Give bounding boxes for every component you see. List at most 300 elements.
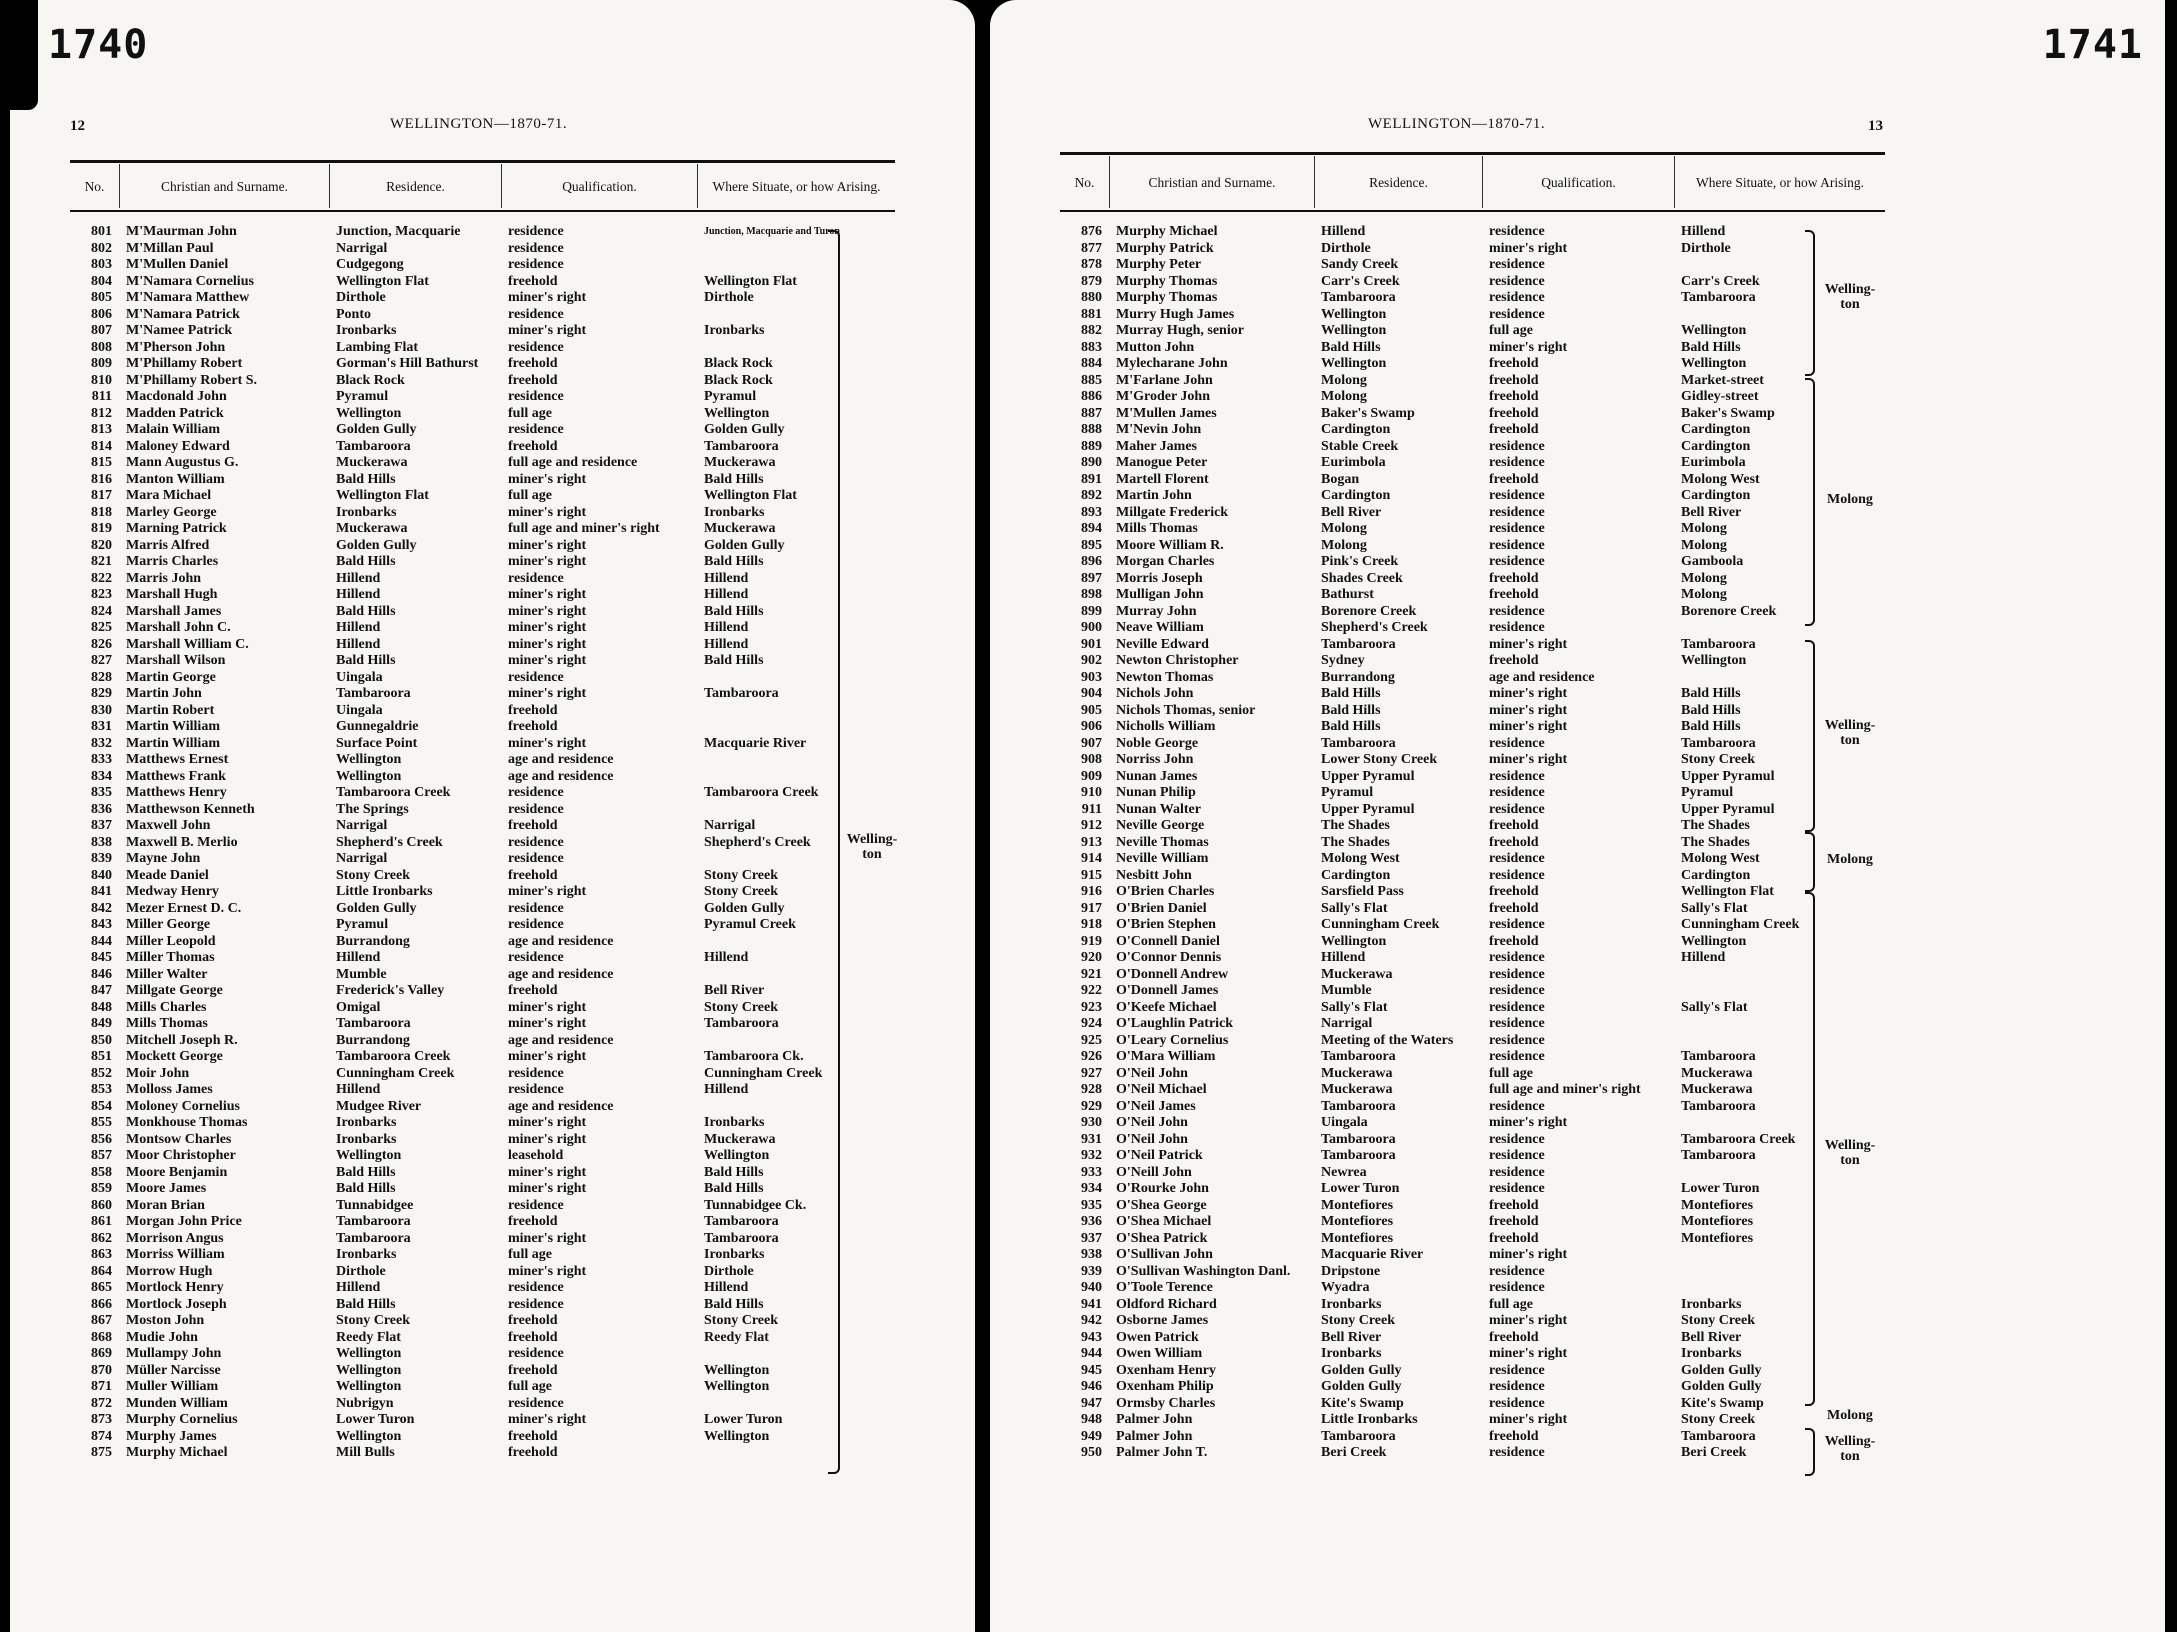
row-where: Stony Creek xyxy=(1681,1313,1756,1328)
table-row xyxy=(70,1099,895,1116)
row-residence: Bald Hills xyxy=(336,1181,396,1196)
row-name: O'Leary Cornelius xyxy=(1116,1032,1229,1048)
table-row xyxy=(70,1445,895,1462)
row-where: Reedy Flat xyxy=(704,1329,769,1345)
row-qualification: miner's right xyxy=(1489,702,1568,718)
row-where: Hillend xyxy=(704,620,749,635)
row-where: Molong West xyxy=(1681,471,1760,487)
row-qualification: residence xyxy=(1489,999,1545,1015)
row-where: Cunningham Creek xyxy=(704,1065,823,1081)
row-residence: Sandy Creek xyxy=(1321,257,1399,272)
row-residence: Wellington xyxy=(336,1379,402,1394)
row-name: Matthewson Kenneth xyxy=(126,801,255,817)
row-number: 883 xyxy=(1081,339,1102,355)
table-row xyxy=(1060,983,1885,1000)
row-where: Stony Creek xyxy=(1681,752,1756,767)
row-number: 872 xyxy=(91,1395,112,1411)
row-where: Gidley-street xyxy=(1681,389,1759,404)
table-row xyxy=(1060,884,1885,901)
row-qualification: residence xyxy=(1489,1164,1545,1180)
row-name: Miller Walter xyxy=(126,966,208,982)
row-qualification: residence xyxy=(508,306,564,322)
row-name: Murphy Thomas xyxy=(1116,273,1218,289)
left-folio: 1740 xyxy=(48,22,149,68)
row-where xyxy=(698,934,895,951)
row-name: Nesbitt John xyxy=(1116,867,1192,883)
row-number: 801 xyxy=(91,224,112,239)
row-residence: Wellington xyxy=(336,1148,402,1163)
row-name: Moor Christopher xyxy=(126,1148,236,1163)
row-name: Marshall Hugh xyxy=(126,587,218,602)
row-qualification: full age and residence xyxy=(508,455,638,470)
row-where xyxy=(1675,1247,1885,1264)
row-name: Matthews Frank xyxy=(126,768,226,784)
row-number: 874 xyxy=(91,1428,112,1444)
row-name: O'Brien Daniel xyxy=(1116,900,1207,916)
row-name: Marshall Wilson xyxy=(126,653,226,668)
row-qualification: miner's right xyxy=(508,1131,587,1147)
row-name: Medway Henry xyxy=(126,884,219,899)
row-residence: The Shades xyxy=(1321,834,1390,850)
row-number: 942 xyxy=(1081,1313,1102,1328)
row-qualification: freehold xyxy=(1489,570,1539,586)
left-header-rule-top xyxy=(70,160,895,163)
row-residence: Bell River xyxy=(1321,504,1382,520)
row-qualification: residence xyxy=(1489,983,1545,998)
row-number: 900 xyxy=(1081,620,1102,635)
row-where: Ironbarks xyxy=(704,323,765,338)
row-where: The Shades xyxy=(1681,818,1750,833)
row-residence: Bald Hills xyxy=(336,1164,396,1180)
row-number: 879 xyxy=(1081,273,1102,289)
table-row xyxy=(1060,1280,1885,1297)
row-number: 886 xyxy=(1081,389,1102,404)
row-qualification: freehold xyxy=(1489,1329,1539,1345)
table-row xyxy=(70,1016,895,1033)
row-number: 803 xyxy=(91,257,112,272)
row-name: Martin John xyxy=(1116,488,1192,503)
table-row xyxy=(70,934,895,951)
table-row xyxy=(70,1214,895,1231)
row-number: 888 xyxy=(1081,422,1102,437)
row-where: Montefiores xyxy=(1681,1214,1754,1229)
row-name: O'Keefe Michael xyxy=(1116,999,1217,1015)
row-qualification: residence xyxy=(508,389,564,404)
row-name: M'Groder John xyxy=(1116,389,1210,404)
row-number: 890 xyxy=(1081,455,1102,470)
table-row xyxy=(1060,604,1885,621)
table-row xyxy=(1060,1049,1885,1066)
row-qualification: miner's right xyxy=(1489,1346,1568,1361)
row-where: Wellington xyxy=(1681,323,1747,338)
row-name: Murphy Michael xyxy=(126,1445,228,1460)
row-residence: Bald Hills xyxy=(336,653,396,668)
row-where: Stony Creek xyxy=(704,1313,779,1328)
row-name: Marshall James xyxy=(126,603,222,619)
row-number: 861 xyxy=(91,1214,112,1229)
row-qualification: residence xyxy=(508,1065,564,1081)
row-name: Morris Joseph xyxy=(1116,570,1203,586)
row-residence: Wellington xyxy=(336,752,402,767)
row-where xyxy=(698,752,895,769)
row-name: M'Phillamy Robert xyxy=(126,356,243,371)
row-where: Wellington xyxy=(1681,933,1747,949)
row-where: Narrigal xyxy=(704,818,756,833)
table-row xyxy=(1060,1330,1885,1347)
row-residence: Beri Creek xyxy=(1321,1445,1387,1460)
row-number: 827 xyxy=(91,653,112,668)
row-number: 895 xyxy=(1081,537,1102,553)
row-name: Murry Hugh James xyxy=(1116,306,1235,322)
row-residence: Lower Turon xyxy=(336,1412,415,1427)
row-number: 943 xyxy=(1081,1329,1102,1345)
row-residence: Sally's Flat xyxy=(1321,900,1388,916)
col-header-residence: Residence. xyxy=(330,164,502,208)
row-residence: Cardington xyxy=(1321,867,1391,883)
row-name: Newton Christopher xyxy=(1116,653,1239,668)
table-row xyxy=(70,670,895,687)
row-qualification: full age xyxy=(1489,1065,1533,1081)
row-residence: Golden Gully xyxy=(336,900,417,916)
row-number: 938 xyxy=(1081,1247,1102,1262)
row-residence: Muckerawa xyxy=(336,455,408,470)
row-residence: Molong xyxy=(1321,537,1367,553)
row-qualification: residence xyxy=(508,1280,564,1295)
row-where: Pyramul xyxy=(1681,785,1734,800)
row-number: 851 xyxy=(91,1049,112,1064)
table-row xyxy=(1060,1264,1885,1281)
table-row xyxy=(1060,901,1885,918)
row-where: Dirthole xyxy=(704,1263,754,1279)
row-number: 926 xyxy=(1081,1049,1102,1064)
table-row xyxy=(1060,1346,1885,1363)
col-header-where: Where Situate, or how Arising. xyxy=(1696,174,1864,190)
row-number: 835 xyxy=(91,785,112,800)
row-where: Tambaroora xyxy=(704,1016,779,1031)
row-residence: Hillend xyxy=(336,1082,381,1097)
table-row xyxy=(70,1165,895,1182)
right-brace-label-4: Molong xyxy=(1827,852,1873,867)
row-number: 902 xyxy=(1081,653,1102,668)
row-name: M'Pherson John xyxy=(126,339,226,355)
row-name: Mockett George xyxy=(126,1049,223,1064)
right-brace-label-6: Molong xyxy=(1827,1408,1873,1423)
row-qualification: miner's right xyxy=(1489,719,1568,734)
row-name: Mann Augustus G. xyxy=(126,455,239,470)
row-qualification: residence xyxy=(1489,768,1545,784)
table-row xyxy=(1060,224,1885,241)
row-where: Lower Turon xyxy=(704,1412,783,1427)
row-qualification: freehold xyxy=(1489,818,1539,833)
row-qualification: residence xyxy=(1489,785,1545,800)
row-number: 893 xyxy=(1081,504,1102,520)
row-qualification: full age xyxy=(508,1247,552,1262)
table-row xyxy=(70,1066,895,1083)
row-name: Oxenham Henry xyxy=(1116,1362,1216,1378)
row-where: Tambaroora xyxy=(1681,290,1756,305)
row-number: 828 xyxy=(91,669,112,685)
row-name: Madden Patrick xyxy=(126,405,224,421)
row-residence: Golden Gully xyxy=(336,422,417,437)
row-qualification: miner's right xyxy=(508,636,587,652)
table-row xyxy=(70,1148,895,1165)
row-qualification: residence xyxy=(1489,851,1545,866)
row-number: 918 xyxy=(1081,917,1102,932)
table-row xyxy=(70,1247,895,1264)
row-qualification: miner's right xyxy=(508,735,587,751)
row-number: 852 xyxy=(91,1065,112,1081)
row-residence: Meeting of the Waters xyxy=(1321,1032,1454,1048)
row-name: Miller George xyxy=(126,917,211,932)
row-number: 855 xyxy=(91,1115,112,1130)
row-where: Bald Hills xyxy=(704,1296,764,1312)
row-number: 818 xyxy=(91,504,112,520)
table-row xyxy=(70,1363,895,1380)
row-residence: Uingala xyxy=(1321,1115,1368,1130)
table-row xyxy=(70,340,895,357)
row-name: Ormsby Charles xyxy=(1116,1395,1216,1411)
row-qualification: freehold xyxy=(1489,587,1539,602)
row-where: Black Rock xyxy=(704,372,773,388)
right-running-head: WELLINGTON—1870-71. xyxy=(1368,116,1546,132)
row-where: Bald Hills xyxy=(704,1181,764,1196)
row-qualification: miner's right xyxy=(508,1164,587,1180)
row-name: Morriss William xyxy=(126,1247,225,1262)
row-name: Millgate Frederick xyxy=(1116,504,1229,520)
row-residence: Hillend xyxy=(336,570,381,586)
table-row xyxy=(70,538,895,555)
row-where xyxy=(1675,1033,1885,1050)
table-row xyxy=(70,323,895,340)
row-residence: Wellington xyxy=(336,1346,402,1361)
row-name: O'Neil Patrick xyxy=(1116,1148,1203,1163)
row-name: Murray John xyxy=(1116,603,1197,619)
row-where: Bald Hills xyxy=(704,471,764,487)
row-residence: Hillend xyxy=(1321,224,1366,239)
row-number: 934 xyxy=(1081,1181,1102,1196)
table-row xyxy=(70,884,895,901)
row-residence: Cunningham Creek xyxy=(336,1065,455,1081)
table-row xyxy=(1060,373,1885,390)
row-residence: Shades Creek xyxy=(1321,570,1403,586)
row-name: O'Donnell James xyxy=(1116,983,1219,998)
row-qualification: residence xyxy=(508,1197,564,1213)
row-qualification: full age and miner's right xyxy=(1489,1082,1641,1097)
row-residence: Pyramul xyxy=(1321,785,1374,800)
row-where xyxy=(1675,670,1885,687)
row-name: Nichols Thomas, senior xyxy=(1116,702,1256,718)
table-row xyxy=(1060,274,1885,291)
row-name: Maher James xyxy=(1116,438,1197,454)
row-name: O'Shea George xyxy=(1116,1197,1207,1213)
row-qualification: freehold xyxy=(508,1313,558,1328)
row-where: Wellington Flat xyxy=(704,488,797,503)
row-where: Molong West xyxy=(1681,851,1760,866)
row-name: Mutton John xyxy=(1116,339,1195,355)
row-where: Montefiores xyxy=(1681,1197,1754,1213)
row-name: Maxwell John xyxy=(126,818,211,833)
row-number: 885 xyxy=(1081,372,1102,388)
row-residence: Junction, Macquarie xyxy=(336,224,461,239)
row-qualification: freehold xyxy=(1489,1214,1539,1229)
row-number: 869 xyxy=(91,1346,112,1361)
table-row xyxy=(70,1132,895,1149)
row-where: Bald Hills xyxy=(704,653,764,668)
row-number: 871 xyxy=(91,1379,112,1394)
row-residence: Bogan xyxy=(1321,471,1360,487)
row-residence: Cunningham Creek xyxy=(1321,917,1440,932)
row-residence: Omigal xyxy=(336,999,381,1015)
row-where: Eurimbola xyxy=(1681,455,1746,470)
table-row xyxy=(1060,1082,1885,1099)
row-qualification: miner's right xyxy=(508,1263,587,1279)
table-row xyxy=(70,637,895,654)
row-name: Moore James xyxy=(126,1181,207,1196)
row-number: 932 xyxy=(1081,1148,1102,1163)
row-name: Moran Brian xyxy=(126,1197,205,1213)
row-number: 876 xyxy=(1081,224,1102,239)
table-row xyxy=(70,719,895,736)
row-name: Osborne James xyxy=(1116,1313,1209,1328)
row-name: Noble George xyxy=(1116,735,1199,751)
row-where: Bald Hills xyxy=(1681,702,1741,718)
row-number: 845 xyxy=(91,950,112,965)
row-number: 833 xyxy=(91,752,112,767)
table-row xyxy=(1060,488,1885,505)
row-residence: Tambaroora Creek xyxy=(336,1049,451,1064)
row-residence: Tambaroora xyxy=(336,1230,411,1246)
row-name: O'Connor Dennis xyxy=(1116,950,1222,965)
row-name: Muller William xyxy=(126,1379,219,1394)
row-number: 846 xyxy=(91,966,112,982)
row-name: Moir John xyxy=(126,1065,190,1081)
row-where: Hillend xyxy=(704,587,749,602)
table-row xyxy=(70,1396,895,1413)
row-name: O'Neill John xyxy=(1116,1164,1192,1180)
row-where: Hillend xyxy=(704,636,749,652)
table-row xyxy=(70,224,895,241)
row-qualification: residence xyxy=(1489,1131,1545,1147)
row-number: 826 xyxy=(91,636,112,652)
row-qualification: freehold xyxy=(1489,356,1539,371)
row-name: M'Farlane John xyxy=(1116,372,1213,388)
row-residence: Pyramul xyxy=(336,917,389,932)
table-row xyxy=(1060,752,1885,769)
row-where: Tambaroora Creek xyxy=(1681,1131,1796,1147)
row-where: Cardington xyxy=(1681,867,1751,883)
right-brace-3 xyxy=(1805,640,1815,832)
table-row xyxy=(70,406,895,423)
row-residence: Tambaroora xyxy=(1321,735,1396,751)
row-number: 831 xyxy=(91,719,112,734)
row-residence: Wellington Flat xyxy=(336,273,429,289)
row-residence: Upper Pyramul xyxy=(1321,768,1415,784)
row-number: 915 xyxy=(1081,867,1102,883)
row-number: 937 xyxy=(1081,1230,1102,1246)
row-number: 896 xyxy=(1081,554,1102,569)
row-name: O'Brien Stephen xyxy=(1116,917,1216,932)
row-where: Carr's Creek xyxy=(1681,273,1760,289)
row-number: 864 xyxy=(91,1263,112,1279)
row-qualification: residence xyxy=(1489,537,1545,553)
row-residence: Tambaroora xyxy=(1321,1428,1396,1444)
row-residence: Tunnabidgee xyxy=(336,1197,414,1213)
row-qualification: residence xyxy=(508,917,564,932)
row-qualification: freehold xyxy=(1489,900,1539,916)
row-qualification: residence xyxy=(508,224,564,239)
row-residence: Muckerawa xyxy=(1321,1082,1393,1097)
row-name: O'Neil Michael xyxy=(1116,1082,1207,1097)
row-name: Murphy Patrick xyxy=(1116,240,1214,256)
table-row xyxy=(70,1231,895,1248)
row-residence: Hillend xyxy=(336,636,381,652)
row-qualification: residence xyxy=(508,570,564,586)
row-qualification: residence xyxy=(1489,966,1545,982)
table-row xyxy=(70,290,895,307)
row-residence: Stony Creek xyxy=(1321,1313,1396,1328)
row-name: Martin William xyxy=(126,719,220,734)
table-row xyxy=(1060,1363,1885,1380)
row-qualification: residence xyxy=(1489,1263,1545,1279)
row-name: O'Donnell Andrew xyxy=(1116,966,1229,982)
row-name: Molloss James xyxy=(126,1082,213,1097)
row-number: 919 xyxy=(1081,933,1102,949)
right-brace-label-3: Welling-ton xyxy=(1824,718,1876,748)
row-qualification: residence xyxy=(508,801,564,817)
row-name: Murphy Thomas xyxy=(1116,290,1218,305)
row-name: Palmer John xyxy=(1116,1412,1193,1427)
row-where: Kite's Swamp xyxy=(1681,1395,1764,1411)
table-row xyxy=(1060,1231,1885,1248)
row-number: 863 xyxy=(91,1247,112,1262)
table-row xyxy=(1060,670,1885,687)
row-qualification: freehold xyxy=(1489,933,1539,949)
row-where xyxy=(1675,1115,1885,1132)
row-where: Muckerawa xyxy=(704,455,776,470)
row-where: Cardington xyxy=(1681,422,1751,437)
left-brace-label: Welling-ton xyxy=(846,832,898,862)
row-where: Bald Hills xyxy=(1681,339,1741,355)
right-brace-label-1: Welling-ton xyxy=(1824,282,1876,312)
row-residence: Stony Creek xyxy=(336,1313,411,1328)
row-number: 911 xyxy=(1081,801,1102,817)
row-residence: Tambaroora xyxy=(1321,1148,1396,1163)
left-page xyxy=(10,0,975,1632)
row-residence: Tambaroora xyxy=(1321,290,1396,305)
row-name: Neave William xyxy=(1116,620,1204,635)
row-residence: Molong xyxy=(1321,372,1367,388)
row-number: 906 xyxy=(1081,719,1102,734)
row-number: 823 xyxy=(91,587,112,602)
row-where: Bell River xyxy=(704,983,765,998)
row-number: 820 xyxy=(91,537,112,553)
table-row xyxy=(70,1297,895,1314)
row-residence: Tambaroora xyxy=(336,1214,411,1229)
row-qualification: age and residence xyxy=(1489,669,1595,685)
row-name: O'Laughlin Patrick xyxy=(1116,1016,1234,1031)
row-where: Ironbarks xyxy=(704,1115,765,1130)
right-brace-2 xyxy=(1805,378,1815,626)
row-name: O'Shea Michael xyxy=(1116,1214,1212,1229)
row-number: 914 xyxy=(1081,851,1102,866)
row-where: Gamboola xyxy=(1681,554,1744,569)
table-row xyxy=(70,521,895,538)
row-number: 822 xyxy=(91,570,112,586)
row-residence: Wellington xyxy=(336,1362,402,1378)
col-header-name: Christian and Surname. xyxy=(1110,156,1315,208)
row-residence: Wellington xyxy=(336,405,402,421)
row-residence: Tambaroora xyxy=(336,438,411,454)
